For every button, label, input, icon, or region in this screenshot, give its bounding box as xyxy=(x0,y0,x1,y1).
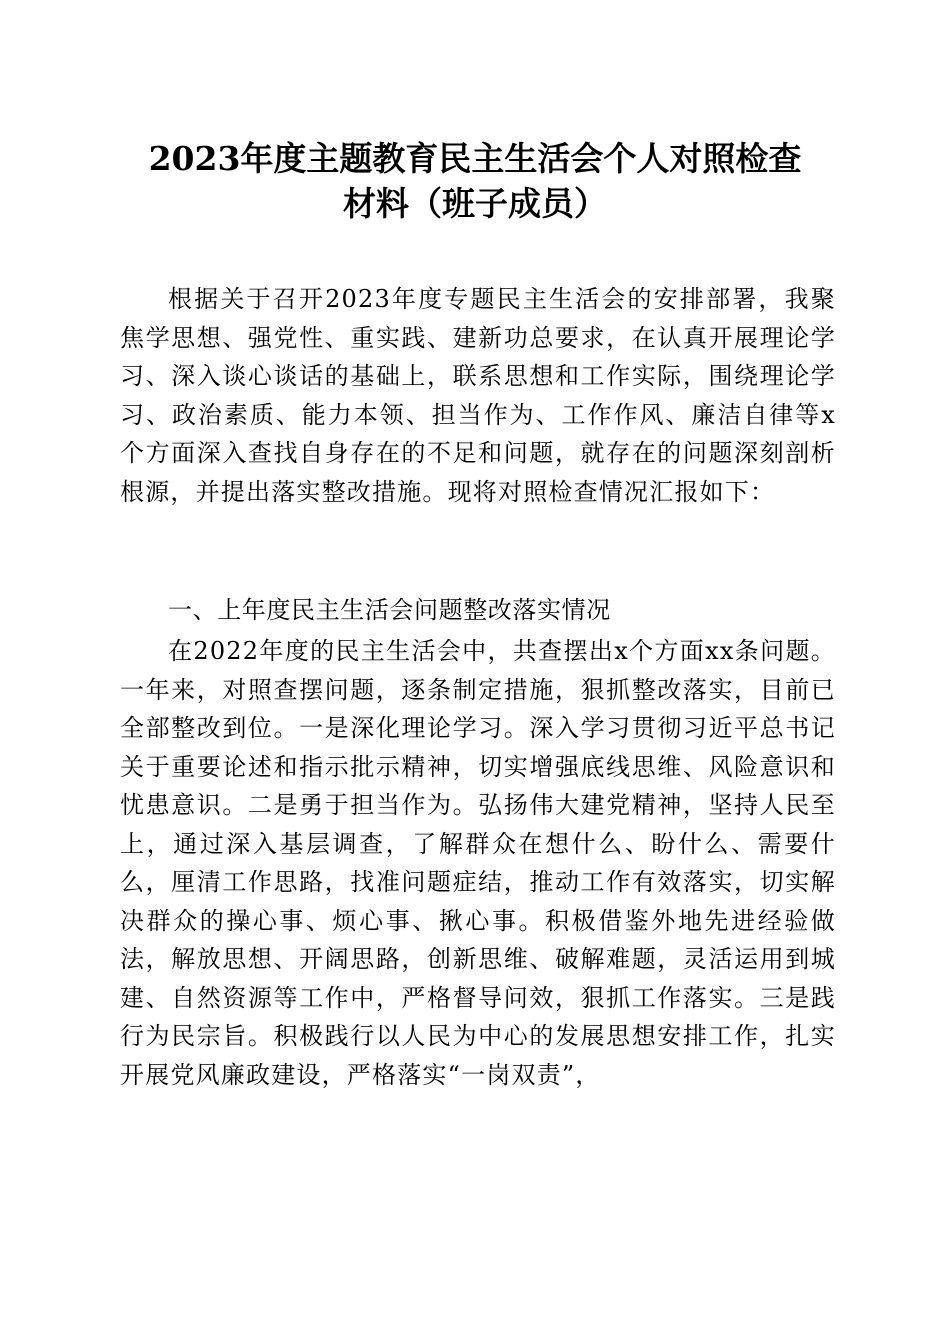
intro-paragraph: 根据关于召开2023年度专题民主生活会的安排部署，我聚焦学思想、强党性、重实践、建新功总要求，在认真开展理论学习、深入谈心谈话的基础上，联系思想和工作实际，围绕理论学习、政治素质、能力本领、担当作为、工作作风、廉洁自律等x个方面深入查找自身存在的不足和问题，就存在的问题深刻剖析根源，并提出落实整改措施。现将对照检查情况汇报如下： xyxy=(120,285,836,506)
section-1-paragraph: 在2022年度的民主生活会中，共查摆出x个方面xx条问题。一年来，对照查摆问题，逐条制定措施，狠抓整改落实，目前已全部整改到位。一是深化理论学习。深入学习贯彻习近平总书记关于重要论述和指示批示精神，切实增强底线思维、风险意识和忧患意识。二是勇于担当作为。弘扬伟大建党精神，坚持人民至上，通过深入基层调查，了解群众在想什么、盼什么、需要什么，厘清工作思路，找准问题症结，推动工作有效落实，切实解决群众的操心事、烦心事、揪心事。积极借鉴外地先进经验做法，解放思想、开阔思路，创新思维、破解难题，灵活运用到城建、自然资源等工作中，严格督导问效，狠抓工作落实。三是践行为民宗旨。积极践行以人民为中心的发展思想安排工作，扎实开展党风廉政建设，严格落实“一岗双责”， xyxy=(120,637,836,1089)
title-line-2: 材料（班子成员） xyxy=(343,184,607,223)
document-body xyxy=(120,280,836,1172)
title-line-1: 2023年度主题教育民主生活会个人对照检查 xyxy=(148,139,802,178)
section-1-heading: 一、上年度民主生活会问题整改落实情况 xyxy=(168,596,611,624)
document-title xyxy=(100,136,850,226)
